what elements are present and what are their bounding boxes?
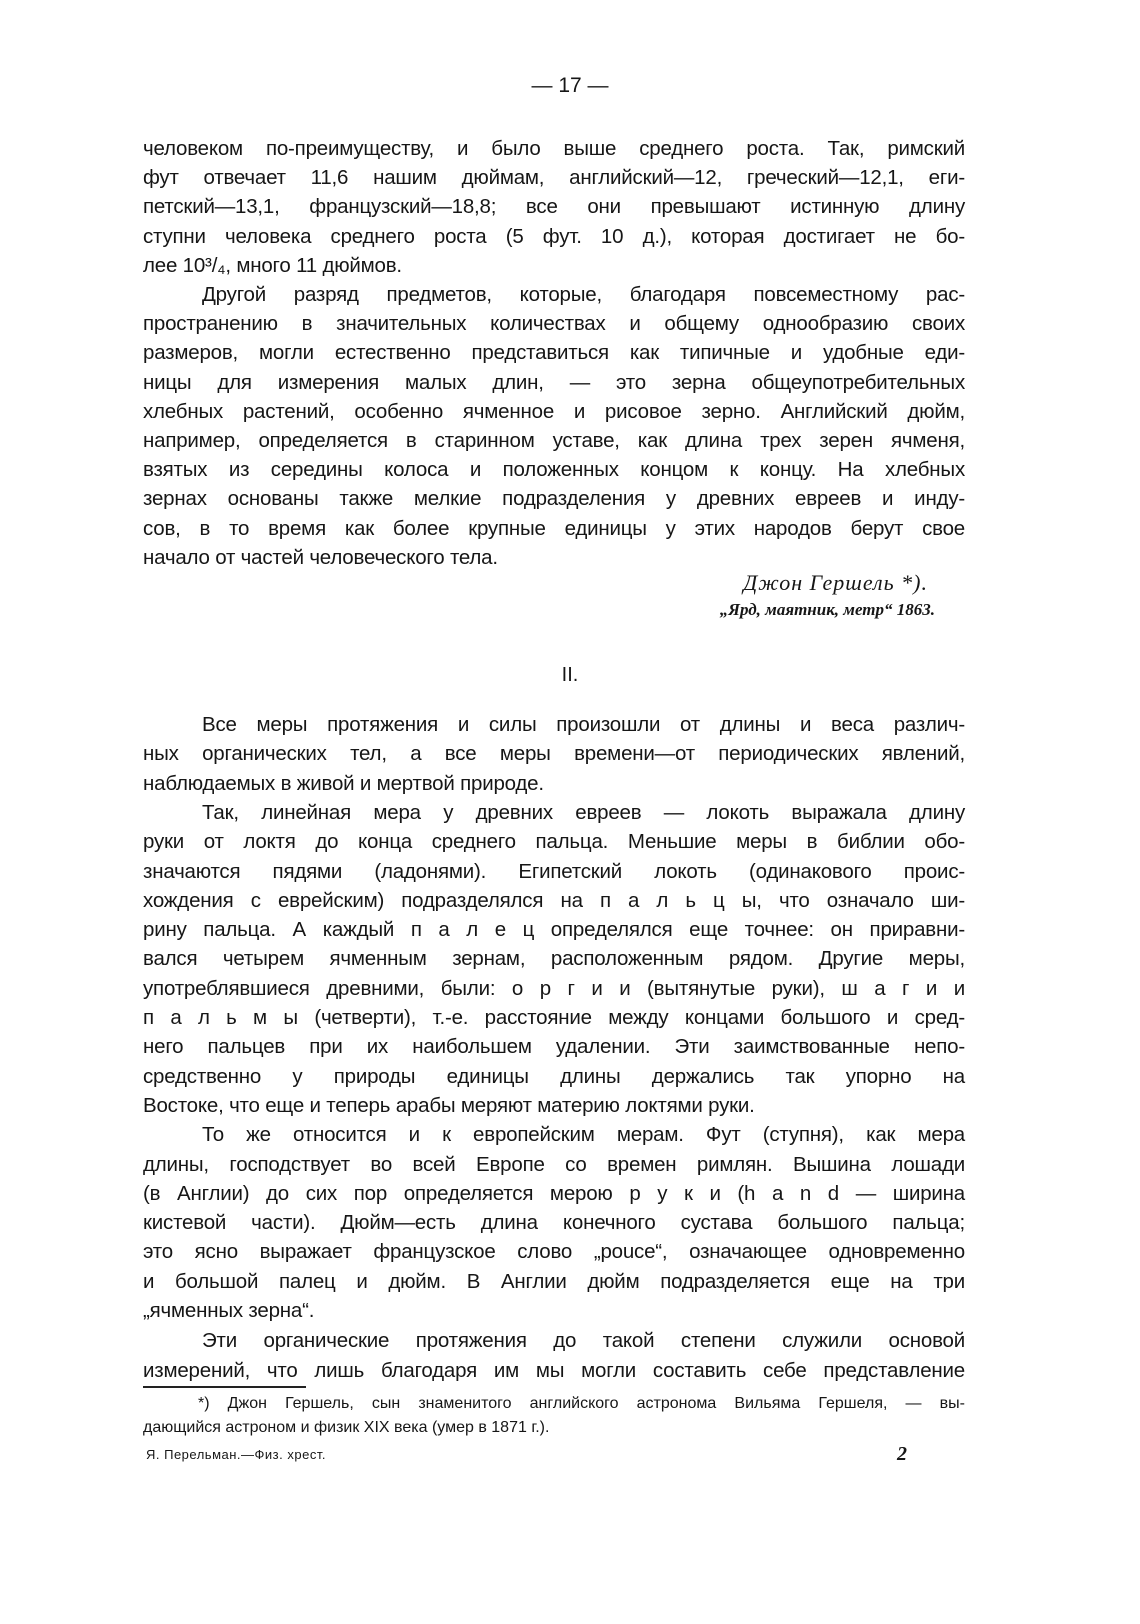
text-line: длины, господствует во всей Европе со времен римлян. Вышина лошади [143, 1152, 965, 1176]
footer-sheet-mark: 2 [897, 1443, 907, 1465]
text-line: Все меры протяжения и силы произошли от длины и веса различ- [202, 713, 965, 736]
text-line: петский—13,1, французский—18,8; все они превышают истинную длину [143, 195, 965, 219]
text-line: значаются пядями (ладонями). Египетский локоть (одинакового проис- [143, 859, 965, 883]
text-line: взятых из середины колоса и положенных концом к концу. На хлебных [143, 458, 965, 482]
text-line: сов, в то время как более крупные единицы у этих народов берут свое [143, 516, 965, 540]
text-line: хождения с еврейским) подразделялся на п а л ь ц ы, что означало ши- [143, 888, 965, 912]
text-line: рину пальца. А каждый п а л е ц определялся еще точнее: он приравни- [143, 918, 965, 942]
text-line: и большой палец и дюйм. В Англии дюйм подразделяется еще на три [143, 1269, 965, 1293]
text-line: наблюдаемых в живой и мертвой природе. [143, 771, 544, 795]
text-line: ступни человека среднего роста (5 фут. 10 д.), которая достигает не бо- [143, 224, 965, 248]
text-line: фут отвечает 11,6 нашим дюймам, английский—12, греческий—12,1, еги- [143, 166, 965, 190]
text-line: него пальцев при их наибольшем удалении. Эти заимствованные непо- [143, 1035, 965, 1059]
footnote-line: *) Джон Гершель, сын знаменитого английского астронома Вильяма Гершеля, — вы- [198, 1395, 965, 1412]
text-line: зернах основаны также мелкие подразделения у древних евреев и инду- [143, 487, 965, 511]
text-line: средственно у природы единицы длины держались так упорно на [143, 1064, 965, 1088]
text-line: руки от локтя до конца среднего пальца. Меньшие меры в библии обо- [143, 830, 965, 854]
text-line: (в Англии) до сих пор определяется мерою р у к и (h a n d — ширина [143, 1181, 965, 1205]
text-line: Эти органические протяжения до такой степени служили основой [202, 1329, 965, 1353]
text-line: это ясно выражает французское слово „pouce“, означающее одновременно [143, 1240, 965, 1264]
text-line: хлебных растений, особенно ячменное и рисовое зерно. Английский дюйм, [143, 399, 965, 423]
text-line: пространению в значительных количествах и общему однообразию своих [143, 312, 965, 336]
text-line: человеком по-преимуществу, и было выше среднего роста. Так, римский [143, 137, 965, 160]
text-line: измерений, что лишь благодаря им мы могли составить себе представление [143, 1358, 965, 1382]
text-line: Другой разряд предметов, которые, благодаря повсеместному рас- [202, 283, 965, 306]
text-line: Так, линейная мера у древних евреев — локоть выражала длину [202, 800, 965, 824]
signature-source: „Ярд, маятник, метр“ 1863. [719, 600, 935, 619]
page-number: — 17 — [531, 74, 609, 97]
text-line: ных органических тел, а все меры времени—от периодических явлений, [143, 742, 965, 766]
text-line: То же относится и к европейским мерам. Фут (ступня), как мера [202, 1123, 965, 1147]
text-line: начало от частей человеческого тела. [143, 545, 498, 569]
text-line: лее 10³/₄, много 11 дюймов. [143, 253, 402, 277]
text-line: „ячменных зерна“. [143, 1299, 315, 1322]
text-line: ницы для измерения малых длин, — это зерна общеупотребительных [143, 370, 965, 394]
text-line: Востоке, что еще и теперь арабы меряют материю локтями руки. [143, 1093, 755, 1117]
text-line: п а л ь м ы (четверти), т.-е. расстояние между концами большого и сред- [143, 1006, 965, 1029]
footnote-line: дающийся астроном и физик XIX века (умер в 1871 г.). [143, 1419, 550, 1436]
signature-author: Джон Гершель *). [743, 570, 928, 595]
text-line: например, определяется в старинном уставе, как длина трех зерен ячменя, [143, 429, 965, 452]
text-line: кистевой части). Дюйм—есть длина конечного сустава большого пальца; [143, 1211, 965, 1235]
text-line: вался четырем ячменным зернам, расположенным рядом. Другие меры, [143, 947, 965, 971]
footer-signature-text: Я. Перельман.—Физ. хрест. [146, 1447, 326, 1462]
footnote-divider [143, 1386, 306, 1388]
text-line: размеров, могли естественно представиться как типичные и удобные еди- [143, 341, 965, 365]
text-line: употреблявшиеся древними, были: о р г и и (вытянутые руки), ш а г и и [143, 976, 965, 1000]
section-heading: II. [561, 664, 579, 686]
